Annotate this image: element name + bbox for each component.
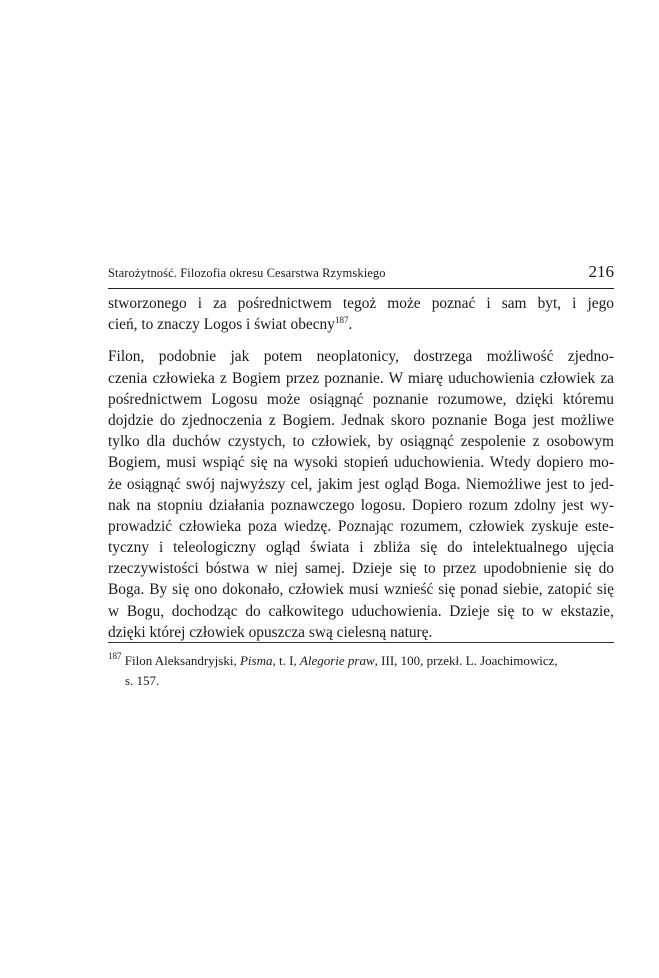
footnote-text: , t. I, [272,653,297,668]
text-line: nak na stopniu działania poznawczego logosu. Dopiero rozum zdolny jest wy- [108,496,614,514]
footnote [108,651,614,691]
text-line: Boga. By się ono dokonało, człowiek musi wznieść się ponad siebie, zatopić się [108,581,614,599]
footnote-rule [108,642,614,643]
text-line: czenia człowieka z Bogiem przez poznanie. W miarę uduchowienia człowiek za [108,369,614,387]
text-line [108,346,614,367]
text-line: pośrednictwem Logosu może osiągnąć poznanie rozumowe, dzięki któremu [108,390,614,408]
text-line: dzięki której człowiek opuszcza swą cielesną naturę. [108,623,433,641]
footnote-line [108,651,614,671]
footnote-work-title: Alegorie praw [299,653,375,668]
footnote-author: Filon Aleksandryjski, [124,653,237,668]
text-span: Filon, podobnie jak potem neoplatonicy, dostrzega możliwość zjedno- [108,348,614,366]
header-rule [108,288,614,289]
text-line: że osiągnąć swój najwyższy cel, jakim jest ogląd Boga. Niemożliwe jest to jed- [108,475,614,493]
text-span: cień, to znaczy Logos i świat obecny [108,316,335,334]
text-line: tylko dla duchów czystych, to człowiek, by osiągnąć zespolenie z osobowym [108,433,614,451]
text-line: tyczny i teleologiczny ogląd świata i zbliża się do intelektualnego ujęcia [108,539,614,557]
text-span: . [348,316,353,334]
text-line: w Bogu, dochodząc do całkowitego uduchowienia. Dzieje się to w ekstazie, [108,602,614,620]
text-line [108,314,614,335]
running-title: Starożytność. Filozofia okresu Cesarstwa Rzymskiego [108,266,386,280]
footnote-number: 187 [108,651,122,661]
text-line: rzeczywistości bóstwa w niej samej. Dzieje się to przez upodobnienie się do [108,560,614,578]
text-line: Bogiem, musi wspiąć się na wysoki stopień uduchowienia. Wtedy dopiero mo- [108,454,614,472]
text-line: prowadzić człowieka poza wiedzę. Poznając rozumem, człowiek zyskuje este- [108,517,614,535]
page-number: 216 [588,262,614,281]
text-line: stworzonego i za pośrednictwem tegoż może poznać i sam byt, i jego [108,295,614,312]
paragraph-gap [108,335,614,346]
main-text [108,293,614,643]
footnote-text: , III, 100, przekł. L. Joachimowicz, [374,653,558,668]
running-header [108,262,614,288]
footnote-work-title: Pisma [239,653,273,668]
text-line: dojdzie do zjednoczenia z Bogiem. Jednak skoro poznanie Boga jest możliwe [108,411,614,429]
footnote-line: s. 157. [125,673,160,688]
footnote-reference[interactable]: 187 [334,315,349,326]
